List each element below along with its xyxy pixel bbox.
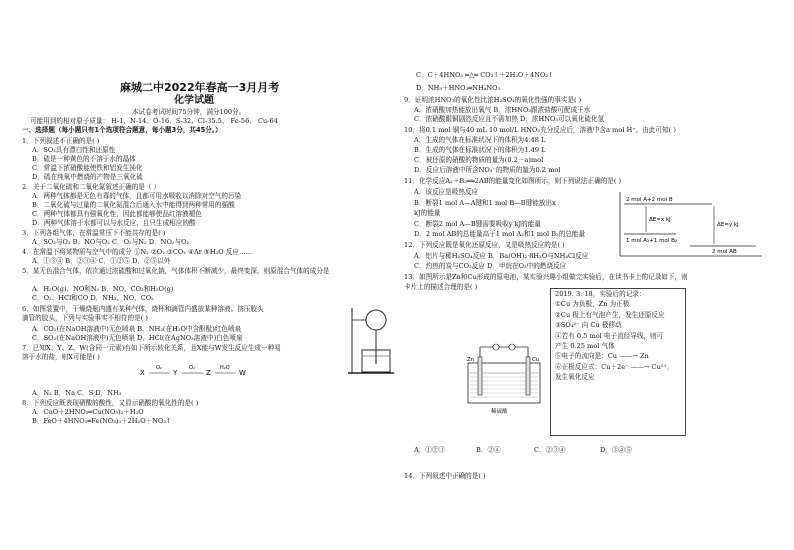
q11-option-b-cont: kJ的能量 [414, 209, 441, 217]
cell-label-cu: Cu [532, 357, 540, 363]
q8-option-a: A．CuO＋2HNO₃═Cu(NO₃)₂＋H₂O [32, 408, 144, 416]
q8-option-c: C．C＋4HNO₃ ═△═ CO₂↑＋2H₂O＋4NO₂↑ [416, 71, 554, 79]
q9-stem: 9．证明浓HNO₃的氧化性比浓H₂SO₄的氧化性强的事实是( ) [404, 96, 582, 104]
record-line-6: 产生 0.25 mol 气体 [555, 342, 615, 351]
q13-stem-2: 卡片上的描述合理的是( ) [404, 283, 478, 291]
q13-option-d: D．③④⑤ [600, 446, 632, 454]
chain-z: Z [206, 369, 211, 377]
q10-stem: 10．将0.1 mol 铜与40 mL 10 mol/L HNO₃充分反应后，溶液中含a mol H⁺。由此可知( ) [404, 126, 676, 134]
q2-option-a: A．两种气体都是无色有毒的气体，且都可用水吸收以消除对空气的污染 [32, 192, 242, 200]
record-line-5: ④若有 0.5 mol 电子流经导线，则可 [555, 331, 664, 340]
energy-label-reactants: 1 mol A₂+1 mol B₂ [626, 238, 678, 244]
q2-option-b: B．二氧化硫与过量的二氧化氮混合后通入水中能得到两种常用的强酸 [32, 201, 235, 209]
q7-options: A．N₂ B．Na C．S D．NH₃ [32, 389, 122, 397]
q11-stem: 11．化学反应A₂＋B₂══2AB的能量变化如图所示，则下列说法正确的是( ) [404, 177, 622, 185]
q14-stem: 14．下列叙述中正确的是( ) [404, 472, 486, 480]
experiment-record-card [550, 288, 686, 436]
q12-stem: 12．下列反应既是氧化还原反应，又是吸热反应的是( ) [404, 241, 565, 249]
q8-option-b: B．FeO＋4HNO₃═Fe(NO₃)₃＋2H₂O＋NO₂↑ [32, 417, 172, 425]
atomic-masses: 可能用到的相对原子质量： H-1、N-14、O-16、S-32、Cl-35.5、 Fe-56、 Cu-64 [30, 117, 278, 125]
record-line-2: ①Cu 为负极，Zn 为正极 [555, 300, 630, 309]
record-line-9: 发生氧化反应 [555, 373, 595, 382]
chain-y: Y [173, 369, 178, 377]
q12-option-ab: A．铝片与稀H₂SO₄反应 B．Ba(OH)₂·8H₂O与NH₄Cl反应 [414, 252, 589, 260]
q6-stem-1: 6．如图装置中，干燥烧瓶内盛有某种气体，烧杯和滴管内盛放某种溶液。挤压胶头 [22, 305, 264, 313]
fountain-apparatus-figure [348, 306, 398, 376]
q8-option-d: D．NH₃＋HNO₃═NH₄NO₃ [416, 84, 501, 92]
cell-label-acid: 稀硫酸 [491, 409, 508, 415]
q11-option-d: D．2 mol AB的总能量高于1 mol A₂和1 mol B₂的总能量 [414, 230, 586, 238]
record-line-4: ③SO₄²⁻ 向 Cu 极移动 [555, 321, 622, 330]
chain-reagent-2: O₂ [189, 365, 195, 371]
q5-option-cd: C．O₂、HCl和CO D．NH₃、NO、CO₂ [32, 294, 154, 302]
q4-stem: 4．在常温下将某物质与空气中的成分 ①N₂ ②O₂ ③CO₂ ④Ar ⑤H₂O 反应…… [22, 248, 253, 256]
chain-x: X [140, 369, 145, 377]
q1-option-b: B．硫是一种黄色的不溶于水的晶体 [32, 155, 136, 163]
q11-option-a: A．该反应是吸热反应 [414, 188, 479, 196]
record-line-8: ⑥正极反应式：Cu＋2e⁻ ——→ Cu²⁺， [555, 362, 674, 371]
q9-option-cd: C．浓硝酸跟铜剧烈反应且不需加热 D．浓HNO₃可以氧化硫化氢 [414, 115, 605, 123]
chain-w: W [239, 369, 246, 377]
q2-option-d: D．两种气体溶于水都可以与水反应，且只生成相应的酸 [32, 219, 196, 227]
q6-option-cd: C．SO₂(在NaOH溶液中)无色喷泉 D．HCl(在AgNO₃溶液中)白色喷泉 [32, 334, 243, 342]
q7-stem-1: 7．已知X、Y、Z、W(含同一元素)有如下所示转化关系，且X能与W发生反应生成一种易 [22, 344, 281, 352]
q3-options: A．SO₂与O₂ B．NO与O₂ C．O₂与N₂ D．NO₂与O₂ [32, 238, 190, 246]
q5-stem: 5．某无色混合气体，依次通过浓硫酸和过氧化钠，气体体积不断减少，最终变深，则原混合气体的成分是 [22, 267, 330, 275]
record-line-3: ②Cu 极上有气泡产生，发生还原反应 [555, 310, 665, 319]
q6-stem-2: 滴管的胶头，下列与实验事实不相符的是( ) [22, 314, 148, 322]
energy-delta-y: ΔE=y kJ [717, 222, 739, 228]
record-line-7: ⑤电子的流向是：Cu ——→ Zn [555, 352, 649, 361]
cell-label-zn: Zn [467, 357, 475, 363]
q11-option-b: B．断裂1 mol A—A键和1 mol B—B键能放出x [414, 199, 556, 207]
q5-option-ab: A．H₂O(g)、NO和N₂ B．NO、CO₂和H₂O(g) [32, 285, 174, 293]
q11-option-c: C．断裂2 mol A—B键需要吸收y kJ的能量 [414, 220, 541, 228]
q13-option-c: C．②③④ [534, 446, 566, 454]
energy-level-diagram [616, 190, 764, 258]
q13-option-a: A．①②③ [414, 446, 446, 454]
q10-option-b: B．生成的气体在标准状况下的体积为1.49 L [414, 146, 546, 154]
energy-delta-x: ΔE=x kJ [649, 217, 671, 223]
chain-reagent-3: H₂O [220, 365, 230, 371]
q8-stem: 8．下列反应既表现硝酸的酸性，又显示硝酸的氧化性的是( ) [22, 399, 199, 407]
section-heading: 一、选择题（每小题只有1个选项符合题意，每小题3分，共45分。） [22, 126, 222, 134]
q9-option-ab: A．浓硝酸加热能放出氧气 B．浓HNO₃跟浓盐酸可配成王水 [414, 106, 591, 114]
exam-title: 麻城二中2022年春高一3月月考 [120, 81, 280, 94]
exam-subtitle: 化学试题 [174, 95, 214, 106]
q6-option-ab: A．CO₂(在NaOH溶液中)无色喷泉 B．NH₃(在H₂O中含酚酞)红色喷泉 [32, 325, 242, 333]
q10-option-c: C．被还原的硝酸的物质的量为(0.2－a)mol [414, 156, 544, 164]
q3-stem: 3．下列各组气体，在常温常压下不能共存的是( ) [22, 229, 166, 237]
exam-meta: 本试卷考试时间75分钟，满分100分。 [132, 108, 246, 116]
q7-stem-2: 溶于水的盐，则X可能是( ) [22, 353, 100, 361]
q12-option-cd: C．灼热的炭与CO₂反应 D．甲烷在O₂中的燃烧反应 [414, 262, 567, 270]
q10-option-a: A．生成的气体在标准状况下的体积为4.48 L [414, 136, 546, 144]
energy-label-product: 2 mol AB [712, 249, 737, 255]
q13-stem-1: 13．如图所示是Zn和Cu形成的原电池，某实验兴趣小组做完实验后，在读书卡上的记录如下，则 [404, 273, 688, 281]
q13-option-b: B．②④ [476, 446, 501, 454]
q1-stem: 1．下列叙述不正确的是( ) [22, 137, 100, 145]
record-line-1: 2019. 3. 18，实验后的记录： [555, 290, 646, 298]
galvanic-cell-figure [464, 343, 544, 419]
q2-stem: 2．关于二氧化硫和二氧化氮叙述正确的是（ ） [22, 183, 161, 191]
q1-option-c: C．常温下浓硝酸能使铁和铝发生钝化 [32, 164, 143, 172]
q1-option-d: D．硫在纯氧中燃烧的产物是三氧化硫 [32, 173, 143, 181]
chain-reagent-1: O₂ [156, 365, 162, 371]
q1-option-a: A．SO₂具有漂白性和还原性 [32, 146, 116, 154]
q4-options: A．①③④ B．②③④ C．①②⑤ D．②⑤以外 [32, 257, 171, 265]
q2-option-c: C．两种气体都具有强氧化性，因此都能够使品红溶液褪色 [32, 210, 202, 218]
q10-option-d: D．反应后溶液中所含NO₃⁻的物质的量为0.2 mol [414, 166, 561, 174]
energy-label-top: 2 mol A+2 mol B [626, 197, 673, 203]
conversion-chain [140, 360, 280, 380]
